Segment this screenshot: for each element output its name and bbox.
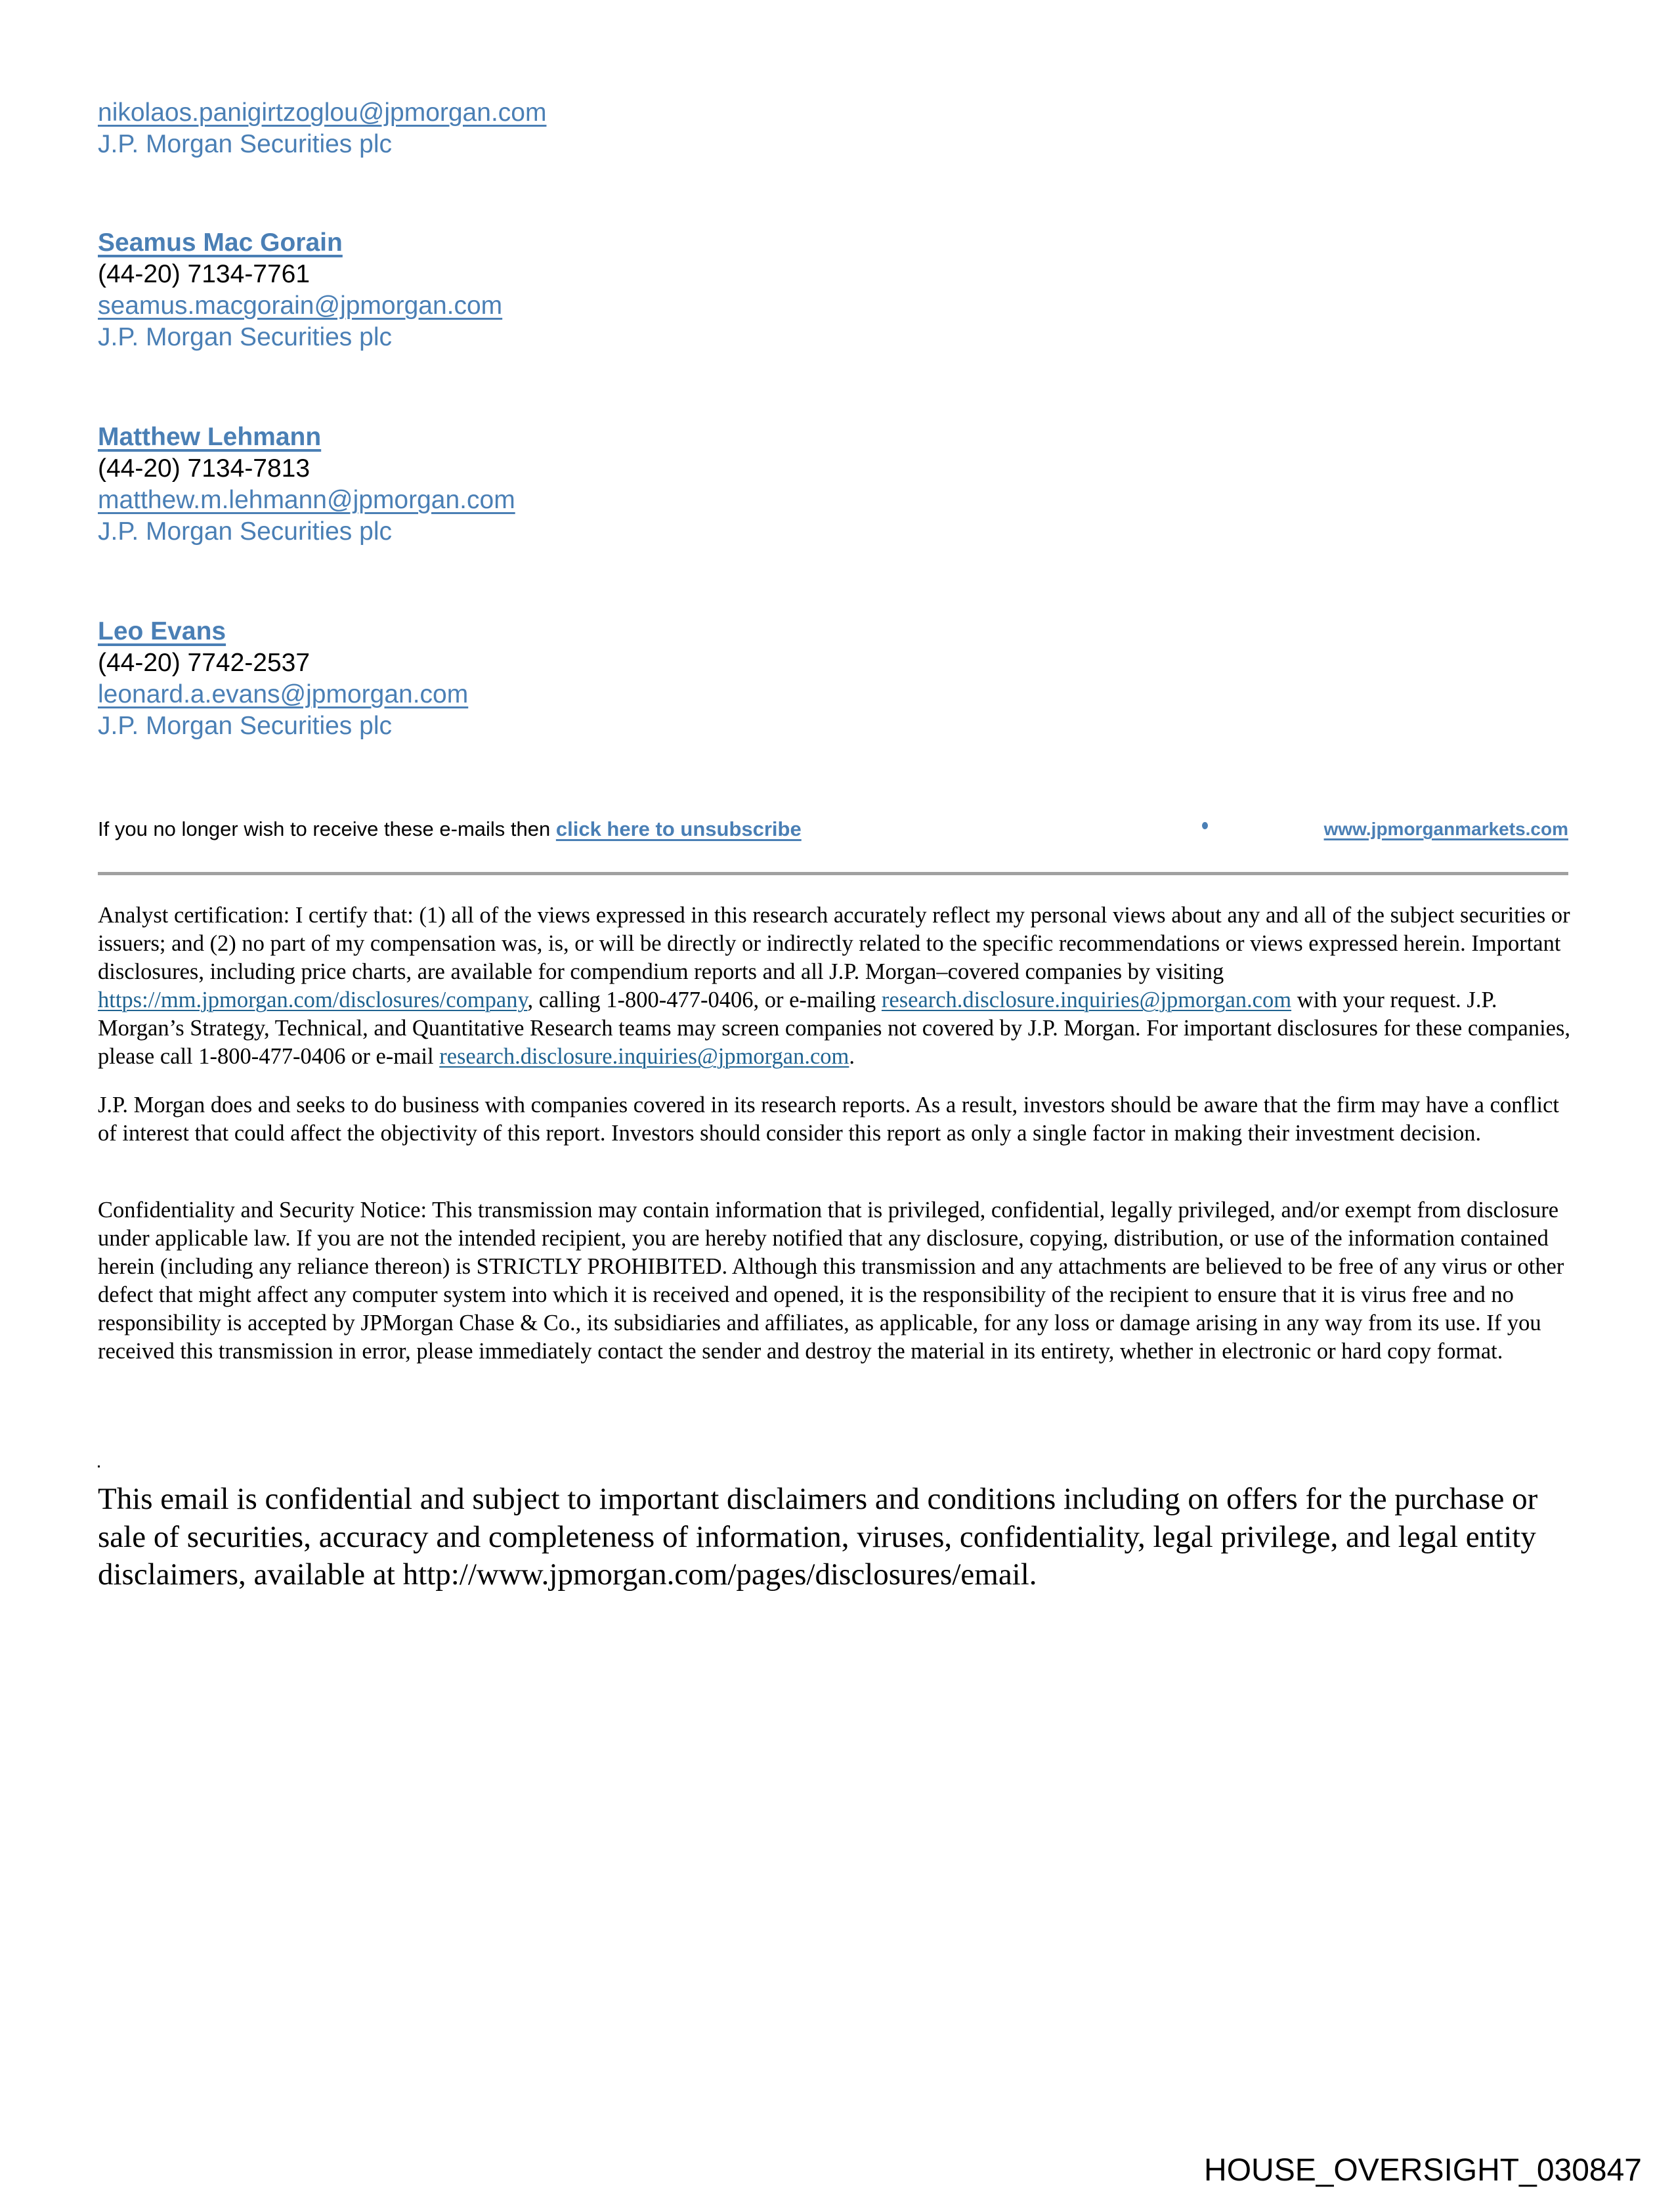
- disclosures-company-link[interactable]: https://mm.jpmorgan.com/disclosures/company: [98, 987, 528, 1012]
- jpmorganmarkets-link[interactable]: www.jpmorganmarkets.com: [1323, 819, 1568, 839]
- analyst-certification: [98, 901, 1572, 1071]
- email-disclaimer: This email is confidential and subject to important disclaimers and conditions including on offers for the purchase or sale of securities, accuracy and completeness of information, viruses, confidentiality, legal privilege, and legal entity disclaimers, available at http://www.jpmorgan.com/pages/disclosures/email.: [98, 1482, 1538, 1592]
- unsubscribe-text: [98, 813, 802, 846]
- unsubscribe-link[interactable]: click here to unsubscribe: [555, 817, 802, 840]
- contact-email-link[interactable]: matthew.m.lehmann@jpmorgan.com: [98, 486, 515, 514]
- horizontal-divider: [98, 872, 1568, 875]
- contact-company: J.P. Morgan Securities plc: [98, 712, 392, 740]
- contact-company: J.P. Morgan Securities plc: [98, 130, 392, 158]
- contact-name-link[interactable]: Leo Evans: [98, 617, 226, 645]
- contact-name-link[interactable]: Seamus Mac Gorain: [98, 228, 343, 257]
- contact-phone: (44-20) 7134-7761: [98, 260, 311, 288]
- analyst-certification-text: , calling 1-800-477-0406, or e-mailing: [527, 987, 882, 1012]
- disclosure-inquiries-email-link[interactable]: research.disclosure.inquiries@jpmorgan.com: [881, 987, 1292, 1012]
- unsubscribe-prefix: If you no longer wish to receive these e-mails then: [98, 817, 556, 840]
- contact-card-panigirtzoglou: [98, 97, 546, 160]
- bates-number: HOUSE_OVERSIGHT_030847: [1204, 2153, 1642, 2188]
- contact-card-lehmann: [98, 422, 515, 548]
- contact-company: J.P. Morgan Securities plc: [98, 323, 392, 351]
- contact-email-link[interactable]: leonard.a.evans@jpmorgan.com: [98, 680, 469, 708]
- contact-email-link[interactable]: nikolaos.panigirtzoglou@jpmorgan.com: [98, 98, 547, 127]
- stray-dot: [98, 1465, 100, 1467]
- disclosure-inquiries-email-link-2[interactable]: research.disclosure.inquiries@jpmorgan.com: [439, 1044, 849, 1069]
- contact-card-evans: [98, 616, 468, 742]
- analyst-certification-text: with your request. J.P. Morgan’s Strategy, Technical, and Quantitative Research teams may screen companies not covered by J.P. Morgan. For important disclosures for these companies, please call 1-800-477-0406 or e-mail: [98, 987, 1571, 1069]
- contact-card-macgorain: [98, 227, 502, 353]
- unsubscribe-footer: [98, 813, 1568, 846]
- analyst-certification-text: .: [849, 1044, 855, 1069]
- bullet-icon: [1202, 822, 1208, 829]
- contact-name-link[interactable]: Matthew Lehmann: [98, 423, 322, 451]
- contact-email-link[interactable]: seamus.macgorain@jpmorgan.com: [98, 292, 503, 320]
- confidentiality-security-notice: Confidentiality and Security Notice: This transmission may contain information that is privileged, confidential, legally privileged, and/or exempt from disclosure under applicable law. If you are not the intended recipient, you are hereby notified that any disclosure, copying, distribution, or use of the information contained herein (including any reliance thereon) is STRICTLY PROHIBITED. Although this transmission and any attachments are believed to be free of any virus or other defect that might affect any computer system into which it is received and opened, it is the responsibility of the recipient to ensure that it is virus free and no responsibility is accepted by JPMorgan Chase & Co., its subsidiaries and affiliates, as applicable, for any loss or damage arising in any way from its use. If you received this transmission in error, please immediately contact the sender and destroy the material in its entirety, whether in electronic or hard copy format.: [98, 1198, 1564, 1364]
- conflict-of-interest-notice: J.P. Morgan does and seeks to do business with companies covered in its research reports. As a result, investors should be aware that the firm may have a conflict of interest that could affect the objectivity of this report. Investors should consider this report as only a single factor in making their investment decision.: [98, 1093, 1559, 1146]
- analyst-certification-text: Analyst certification: I certify that: (1) all of the views expressed in this research accurately reflect my personal views about any and all of the subject securities or issuers; and (2) no part of my compensation was, is, or will be directly or indirectly related to the specific recommendations or views expressed herein. Important disclosures, including price charts, are available for compendium reports and all J.P. Morgan–covered companies by visiting: [98, 903, 1570, 984]
- contact-phone: (44-20) 7134-7813: [98, 454, 311, 483]
- contact-company: J.P. Morgan Securities plc: [98, 517, 392, 546]
- contact-phone: (44-20) 7742-2537: [98, 649, 311, 677]
